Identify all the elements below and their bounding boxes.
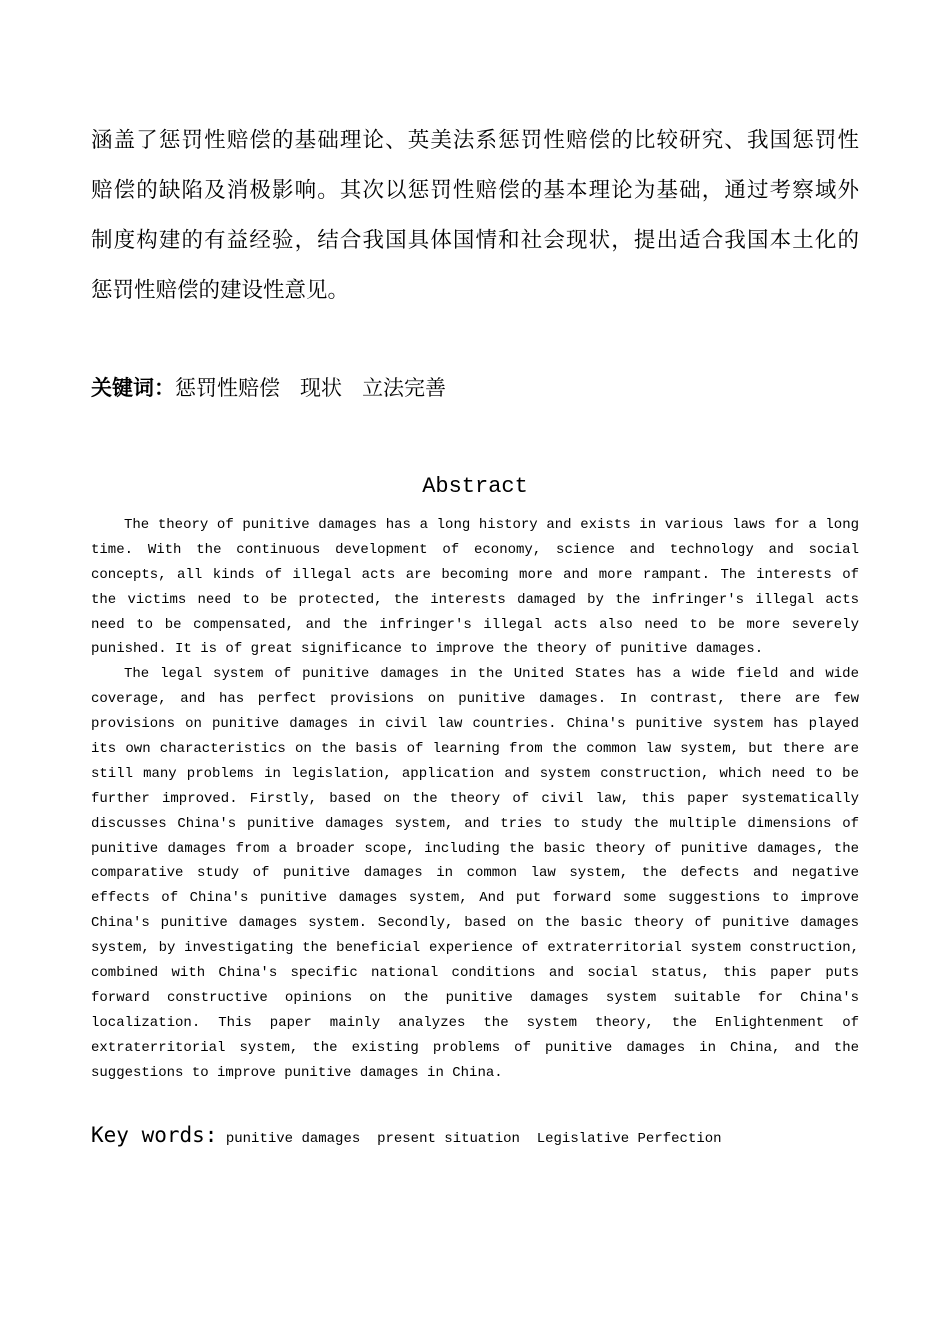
keyword: 现状 xyxy=(300,376,343,400)
keyword: present situation xyxy=(377,1131,520,1147)
keyword: punitive damages xyxy=(225,1131,361,1147)
text-line: localization. This paper mainly analyzes the system theory, the Enlightenment of xyxy=(91,1014,859,1031)
text-line: its own characteristics on the basis of learning from the common law system, but there are xyxy=(91,741,859,758)
text-line: need to be compensated, and the infringer's illegal acts also need to be more severely xyxy=(91,616,859,633)
keyword: 惩罚性赔偿 xyxy=(175,376,280,400)
text-line: China's punitive damages system. Secondly, based on the basic theory of punitive damages xyxy=(91,915,859,932)
text-line: further improved. Firstly, based on the theory of civil law, this paper systematically xyxy=(91,790,859,807)
text-line: provisions on punitive damages in civil law countries. China's punitive system has played xyxy=(91,716,859,733)
text-line: forward constructive opinions on the punitive damages system suitable for China's xyxy=(91,989,859,1006)
text-line: suggestions to improve punitive damages in China. xyxy=(91,1064,503,1081)
text-line: 涵盖了惩罚性赔偿的基础理论、英美法系惩罚性赔偿的比较研究、我国惩罚性 xyxy=(91,128,859,153)
text-line: comparative study of punitive damages in common law system, the defects and negative xyxy=(91,865,859,882)
text-line: discusses China's punitive damages system, and tries to study the multiple dimensions of xyxy=(91,815,859,832)
text-line: concepts, all kinds of illegal acts are becoming more and more rampant. The interests of xyxy=(91,566,859,583)
text-line: The legal system of punitive damages in the United States has a wide field and wide xyxy=(124,666,859,683)
text-line: punitive damages from a broader scope, including the basic theory of punitive damages, the xyxy=(91,840,859,857)
text-line: extraterritorial system, the existing problems of punitive damages in China, and the xyxy=(91,1039,859,1056)
chinese-keywords-label: 关键词： xyxy=(91,376,175,400)
text-line: 惩罚性赔偿的建设性意见。 xyxy=(91,278,350,303)
chinese-abstract-paragraph xyxy=(91,116,859,316)
text-line: punished. It is of great significance to improve the theory of punitive damages. xyxy=(91,641,764,658)
keyword: Legislative Perfection xyxy=(536,1131,722,1147)
text-line: time. With the continuous development of economy, science and technology and social xyxy=(91,541,859,558)
text-line: effects of China's punitive damages system, And put forward some suggestions to improve xyxy=(91,890,859,907)
text-line: coverage, and has perfect provisions on punitive damages. In contrast, there are few xyxy=(91,691,859,708)
text-line: the victims need to be protected, the interests damaged by the infringer's illegal acts xyxy=(91,591,859,608)
text-line: 赔偿的缺陷及消极影响。其次以惩罚性赔偿的基本理论为基础，通过考察域外 xyxy=(91,178,859,203)
english-keywords xyxy=(91,1123,722,1147)
english-keywords-label: Key words: xyxy=(91,1123,218,1147)
abstract-title: Abstract xyxy=(422,474,528,499)
text-line: system, by investigating the beneficial experience of extraterritorial system construction, xyxy=(91,940,859,957)
keyword: 立法完善 xyxy=(362,376,447,400)
text-line: The theory of punitive damages has a long history and exists in various laws for a long xyxy=(124,517,859,533)
text-line: still many problems in legislation, application and system construction, which need to be xyxy=(91,765,859,782)
text-line: combined with China's specific national conditions and social status, this paper puts xyxy=(91,965,859,982)
text-line: 制度构建的有益经验，结合我国具体国情和社会现状，提出适合我国本土化的 xyxy=(91,228,859,253)
english-abstract xyxy=(91,513,859,1085)
chinese-keywords xyxy=(91,372,446,402)
